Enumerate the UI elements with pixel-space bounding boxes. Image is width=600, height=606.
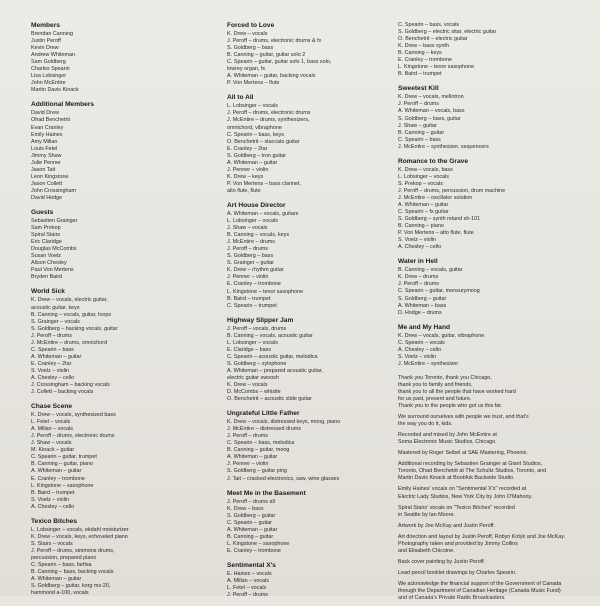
section-title: World Sick	[31, 288, 65, 296]
notes-paragraph	[398, 414, 583, 428]
notes-paragraph	[398, 581, 583, 602]
section-title: Forced to Love	[227, 22, 275, 29]
credit-line: S. Goldberg – bass	[227, 253, 274, 260]
credit-line: Jason Collett	[31, 180, 63, 187]
section-title: Members	[31, 22, 60, 29]
credit-line: A. Whiteman – guitar, backing vocals	[227, 73, 316, 80]
notes-paragraph	[398, 559, 583, 566]
credit-line: A. Whiteman – guitar	[31, 353, 82, 360]
credit-line: C. Spearin – guitar, guitar solo 1, bass solo,	[227, 59, 332, 66]
credit-line: C. Spearin – guitar, trumpet	[31, 454, 97, 461]
credit-line: C. Spearin – bass	[31, 346, 74, 353]
column-3	[398, 22, 583, 606]
credit-line: O. Benchetrit – electric guitar	[398, 36, 468, 43]
credit-line: K. Drew – bass	[227, 505, 264, 512]
credit-line: K. Drew – vocals, guitar, vibraphone	[398, 332, 485, 339]
section-title: Meet Me in the Basement	[227, 489, 306, 497]
credit-line: Charles Spearin	[31, 66, 70, 73]
credit-line: E. Claridge – bass	[227, 346, 272, 353]
notes-line: and Elisabeth Chicoine.	[398, 547, 455, 554]
credit-line: Bryden Baird	[31, 274, 63, 281]
credit-line: J. Peroff – drums, electronic drums	[31, 433, 115, 440]
credit-line: Sam Prekop	[31, 225, 61, 232]
notes-line: Thank you Toronto, thank you Chicago,	[398, 374, 492, 381]
credit-line: J. Penner – violin	[227, 274, 269, 281]
notes-paragraph	[398, 505, 583, 519]
credit-line: K. Drew – vocals, electric guitar,	[31, 297, 108, 304]
credit-line: E. Haines – vocals	[227, 570, 272, 577]
credit-line: Spiral Stairs	[31, 232, 61, 239]
notes-line: Recorded and mixed by John McEntire at	[398, 432, 497, 439]
section-title: Art House Director	[227, 201, 286, 209]
credit-line: A. Whiteman – guitar	[31, 576, 82, 583]
credit-line: B. Canning – bass, backing vocals	[31, 569, 114, 576]
credit-line: K. Drew – rhythm guitar	[227, 267, 284, 274]
credit-line: B. Canning – piano	[398, 223, 444, 230]
credit-line: David Drew	[31, 110, 59, 117]
section-title: Me and My Hand	[398, 323, 451, 331]
credit-line: A. Millan – vocals	[31, 426, 73, 433]
track-section	[398, 324, 583, 368]
track-section	[398, 158, 583, 252]
credit-line: John Crossingham	[31, 187, 76, 194]
column-1	[31, 22, 196, 604]
credit-line: J. McEntire – synthesizer, sequencers	[398, 143, 489, 150]
notes-line: Electric Lady Studios, New York City by John O'Mahony.	[398, 493, 533, 500]
credit-line: C. Spearin – guitar, mensurymoog	[398, 288, 480, 295]
credit-line: D. McCombs – whistle	[227, 389, 281, 396]
notes-line: in Seattle by Ian Moore.	[398, 511, 455, 518]
credit-line: S. Goldberg – backing vocals, guitar	[31, 325, 118, 332]
credit-line: B. Canning – guitar	[227, 533, 274, 540]
credit-line: Brendan Canning	[31, 31, 73, 37]
credit-line: Jimmy Shaw	[31, 152, 62, 159]
credit-line: S. Grainger – guitar	[227, 260, 275, 267]
credit-line: Susan Voelz	[31, 253, 61, 260]
credit-line: L. Lobsinger – vocals	[227, 339, 278, 346]
credit-line: A. Whiteman – guitar	[398, 201, 449, 208]
track-section	[31, 288, 196, 396]
credit-line: S. Voelz – violin	[398, 353, 437, 360]
notes-paragraph	[398, 432, 583, 446]
section-title: Additional Members	[31, 101, 95, 109]
credit-line: J. Peroff – drums	[227, 433, 268, 440]
credit-line: K. Drew – drums	[398, 274, 439, 281]
credit-line: A. Whiteman – vocals, guitars	[227, 210, 299, 217]
credit-line: J. McEntire – distressed drums	[227, 426, 301, 433]
credit-line: B. Baird – trumpet	[227, 295, 271, 302]
credit-line: Douglas McCombs	[31, 246, 77, 253]
credit-line: K. Drew – vocals, keys, echoveled piano	[31, 533, 128, 540]
credit-line: S. Goldberg – guitar ping	[227, 468, 287, 475]
credit-line: A. Whiteman – prepared acoustic guitar,	[227, 367, 323, 374]
credit-line: K. Drew – vocals	[227, 31, 268, 37]
credit-line: S. Goldberg – electric sitar, electric guitar	[398, 29, 497, 36]
credit-line: B. Canning – vocals, guitar	[398, 267, 463, 274]
credit-line: A. Whiteman – guitar	[227, 454, 278, 461]
credit-line: P. Von Mertens – bass clarinet,	[227, 180, 301, 187]
credit-line: S. Goldberg – guitar	[398, 295, 447, 302]
credit-line: Andrew Whiteman	[31, 52, 76, 59]
credit-line: E. Cranley – 2tar	[31, 360, 72, 367]
notes-line: and of Canada's Private Radio Broadcasters.	[398, 595, 506, 602]
credit-line: Eric Claridge	[31, 239, 62, 246]
credit-line: A. Chesley – cello	[398, 244, 442, 251]
credit-line: J. Peroff – drums	[227, 592, 268, 599]
track-section	[227, 410, 377, 482]
credit-line: S. Voelz – violin	[31, 367, 70, 374]
credit-line: J. Tait – cracked electronics, saw, wine glasses	[227, 475, 340, 482]
credit-line: Justin Peroff	[31, 38, 61, 45]
credit-line: C. Spearin – guitar	[227, 519, 272, 526]
credit-line: L. Kingstone – tenor saxophone	[398, 64, 475, 71]
credit-line: Sam Goldberg	[31, 59, 66, 66]
credit-line: omnichord, vibraphone	[227, 124, 282, 131]
track-section	[31, 209, 196, 281]
credit-line: A. Millan – vocals	[227, 578, 269, 584]
credit-line: B. Canning – keys	[398, 50, 442, 57]
track-section	[227, 562, 377, 599]
credit-line: A. Whiteman – guitar	[227, 526, 278, 533]
credit-line: J. McEntire – oscillator solution	[398, 194, 473, 201]
credit-line: P. Von Mertens – flute	[227, 80, 280, 87]
track-section	[227, 202, 377, 310]
notes-line: thank you to family and friends,	[398, 381, 473, 388]
credit-line: Paul Von Mertens	[31, 267, 74, 274]
credit-line: B. Canning – vocals, guitar, loops	[31, 311, 112, 318]
credit-line: A. Whiteman – guitar	[31, 468, 82, 475]
notes-line: Art direction and layout by Justin Peroff, Robyn Kotyk and Joe McKay.	[398, 533, 565, 540]
credit-line: L. Kingstone – tenor saxophone	[227, 288, 304, 295]
section-title: All to All	[227, 94, 254, 102]
credit-line: Louis Fetel	[31, 145, 58, 152]
track-section	[398, 22, 583, 78]
credit-line: C. Spearin – bass, farfisa	[31, 562, 92, 568]
credit-line: S. Goldberg – bass, guitar	[398, 115, 461, 122]
credit-line: S. Prekop – vocals	[398, 180, 443, 187]
credit-line: J. Collett – backing vocals	[31, 389, 94, 396]
credit-line: L. Fetel – vocals	[227, 585, 267, 592]
track-section	[31, 518, 196, 597]
credit-line: alto flute, flute	[227, 187, 261, 194]
notes-line: Thank you to the people who got us this far.	[398, 403, 503, 410]
credit-line: Lisa Lobsinger	[31, 73, 67, 80]
credit-line: S. Goldberg – guitar, korg ms-20,	[31, 583, 111, 590]
credit-line: B. Canning – guitar, piano	[31, 461, 94, 468]
notes-line: Artwork by Joe McKay and Justin Peroff.	[398, 522, 495, 529]
credit-line: J. Penner – violin	[227, 461, 269, 468]
notes-line: We acknowledge the financial support of the Government of Canada	[398, 580, 562, 587]
credit-line: acoustic guitar, keys	[31, 304, 80, 311]
credit-line: S. Goldberg – guitar	[227, 512, 276, 519]
credit-line: S. Goldberg – bass	[227, 45, 274, 52]
section-title: Guests	[31, 209, 54, 217]
track-section	[31, 101, 196, 202]
credit-line: D. Hodge – drums	[398, 309, 442, 316]
notes-paragraph	[398, 450, 583, 457]
credit-line: C. Spearin – bass, melodica	[227, 440, 295, 447]
credit-line: K. Drew – vocals, synthesized bass	[31, 412, 116, 419]
credit-line: A. Chesley – cello	[31, 374, 75, 381]
notes-paragraph	[398, 570, 583, 577]
credit-line: B. Canning – guitar	[398, 129, 445, 136]
credit-line: L. Kingstone – saxophone	[227, 540, 290, 547]
credit-line: percussion, prepared piano	[31, 554, 97, 561]
credit-line: J. Peroff – drums	[227, 246, 268, 253]
credit-line: A. Chesley – cello	[398, 346, 442, 353]
credit-line: L. Lobsinger – vocals, ekdahl moisturizer	[31, 526, 129, 533]
notes-paragraph	[398, 534, 583, 555]
credit-line: C. Spearin – fx guitar	[398, 209, 449, 216]
credit-line: J. Peroff – vocals, drums	[227, 325, 287, 332]
notes-line: Soma Electronic Music Studios, Chicago.	[398, 439, 497, 446]
credit-line: A. Whiteman – bass	[398, 302, 447, 309]
notes-line: the way you do it, kids.	[398, 421, 453, 428]
credit-line: C. Spearin – trumpet	[227, 302, 277, 309]
credit-line: John McEntire	[31, 80, 66, 87]
section-title: Chase Scene	[31, 403, 73, 411]
notes-line: Back cover painting by Justin Peroff.	[398, 558, 486, 565]
track-section	[227, 94, 377, 195]
section-title: Sweetest Kill	[398, 85, 439, 93]
notes-line: for us past, present and future.	[398, 396, 472, 403]
credit-line: S. Goldberg – synth reland sh-101	[398, 216, 481, 223]
notes-line: Photography taken and provided by Jimmy Collins	[398, 540, 518, 547]
credit-line: S. Grainger – vocals	[31, 318, 80, 325]
credit-line: Martin Davis Kinack	[31, 87, 79, 94]
credit-line: electric guitar swoosh	[227, 374, 279, 381]
section-title: Ungrateful Little Father	[227, 410, 300, 418]
credit-line: M. Kinack – guitar	[31, 447, 75, 454]
credit-line: J. Penner – violin	[227, 166, 269, 173]
section-title: Highway Slipper Jam	[227, 316, 294, 324]
track-section	[31, 403, 196, 511]
credit-line: J. Peroff – drums	[31, 332, 72, 339]
credit-line: J. McEntire – synthesizer	[398, 360, 459, 367]
notes-line: Additional recording by Sebastien Grainger at Giant Studios,	[398, 461, 543, 468]
credit-line: Amy Millan	[31, 138, 58, 145]
credit-line: David Hodge	[31, 194, 63, 201]
credit-line: Evan Cranley	[31, 124, 64, 131]
credit-line: B. Baird – trumpet	[398, 71, 442, 78]
credit-line: Ohad Benchetrit	[31, 117, 70, 124]
credit-line: hammond a-100, vocals	[31, 590, 89, 597]
credit-line: C. Spearin – bass, keys	[227, 131, 284, 138]
notes-line: Toronto, Ohad Benchetrit at The Schultz Studios, Toronto, and	[398, 468, 547, 475]
credit-line: E. Cranley – trombone	[227, 281, 281, 288]
section-title: Texico Bitches	[31, 517, 78, 525]
track-section	[227, 22, 377, 87]
track-section	[227, 317, 377, 404]
credit-line: E. Cranley – trombone	[398, 57, 452, 64]
notes-line: Emily Haines' vocals on "Sentimental X's" recorded at	[398, 486, 527, 493]
credit-line: C. Spearin – bass	[398, 136, 441, 143]
track-section	[31, 22, 196, 94]
section-title: Sentimental X's	[227, 561, 276, 569]
credit-line: Alison Chesley	[31, 260, 67, 267]
credit-line: Sebastien Grainger	[31, 218, 78, 225]
credit-line: J. McEntire – drums	[227, 239, 275, 246]
notes-line: Mastered by Roger Seibel at SAE Mastering, Phoenix.	[398, 450, 528, 457]
credit-line: J. Peroff – drums	[398, 101, 439, 108]
credit-line: C. Spearin – acoustic guitar, melodica	[227, 353, 318, 360]
credit-line: K. Drew – vocals	[227, 382, 268, 389]
credit-line: J. Peroff – drums	[398, 281, 439, 288]
credit-line: K. Drew – vocals, distressed keys, moog, piano	[227, 419, 341, 426]
credit-line: A. Whiteman – vocals, bass	[398, 108, 465, 115]
credit-line: K. Drew – vocals, bass	[398, 166, 453, 173]
credit-line: L. Lobsinger – vocals	[227, 103, 278, 110]
credit-line: S. Voelz – violin	[31, 496, 70, 503]
credit-line: S. Stairs – vocals	[31, 540, 73, 547]
credit-line: Julie Penner	[31, 159, 61, 166]
notes-paragraph	[398, 486, 583, 500]
credit-line: J. Peroff – drums, percussion, drum machine	[398, 187, 506, 194]
notes-line: Martin Davis Kinack at Boobfuk Backside Studio.	[398, 475, 515, 482]
credit-line: J. Crossingham – backing vocals	[31, 382, 110, 389]
notes-line: Lead pencil booklet drawings by Charles Spearin.	[398, 569, 517, 576]
credit-line: B. Canning – guitar, moog	[227, 447, 290, 454]
credit-line: J. Peroff – drums all	[227, 498, 275, 505]
notes-line: Spiral Stairs' vocals on "Texico Bitches" recorded	[398, 504, 515, 511]
credit-line: A. Whiteman – guitar	[227, 159, 278, 166]
credit-line: B. Baird – trumpet	[31, 489, 75, 496]
credit-line: J. Peroff – drums, simmons drums,	[31, 547, 115, 554]
credit-line: E. Cranley – trombone	[227, 547, 281, 554]
credit-line: K. Drew – keys	[227, 173, 264, 180]
credit-line: Kevin Drew	[31, 45, 59, 52]
credit-line: O. Benchetrit – acoustic slide guitar	[227, 396, 312, 403]
credit-line: S. Goldberg – xylophone	[227, 360, 287, 367]
credit-line: O. Benchetrit – staccato guitar	[227, 138, 300, 145]
credit-line: Leon Kingstone	[31, 173, 69, 180]
credit-line: J. Peroff – drums, electronic drums & fx	[227, 38, 322, 45]
credit-line: A. Chesley – cello	[31, 503, 75, 510]
credit-line: B. Canning – vocals, acoustic guitar	[227, 332, 313, 339]
track-section	[398, 85, 583, 150]
credit-line: S. Goldberg – tron guitar	[227, 152, 287, 159]
credit-line: J. Shaw – vocals	[31, 440, 72, 447]
credit-line: lowrey organ, fx	[227, 66, 266, 73]
notes-line: thank you to all the people that have worked hard	[398, 388, 516, 395]
credit-line: S. Voelz – violin	[398, 237, 437, 244]
column-2	[227, 22, 377, 606]
credit-line: E. Cranley – 2tar	[227, 145, 268, 152]
track-section	[398, 258, 583, 316]
section-title: Romance to the Grave	[398, 157, 468, 165]
track-section	[227, 490, 377, 555]
notes-line: We surround ourselves with people we trust, and that's	[398, 414, 529, 421]
section-title: Water in Hell	[398, 258, 438, 266]
credit-line: Jason Tait	[31, 166, 56, 173]
credit-line: J. McEntire – drums, omnichord	[31, 339, 108, 346]
credit-line: L. Lobsinger – vocals	[398, 173, 449, 180]
notes-paragraph	[398, 375, 583, 410]
credit-line: J. McEntire – drums, synthesizers,	[227, 117, 310, 124]
credit-line: P. Von Mertens – alto flute, flute	[398, 230, 474, 237]
credit-line: J. Shaw – vocals	[227, 225, 268, 232]
notes-paragraph	[398, 461, 583, 482]
credit-line: E. Cranley – trombone	[31, 475, 85, 482]
credit-line: L. Lobsinger – vocals	[227, 218, 278, 225]
credit-line: Emily Haines	[31, 131, 63, 138]
credit-line: C. Spearin – bass, vocals	[398, 22, 460, 28]
credit-line: K. Drew – bass synth	[398, 43, 449, 50]
credit-line: L. Fetel – vocals	[31, 419, 71, 426]
credit-line: C. Spearin – vocals	[398, 339, 445, 346]
notes-line: through the Department of Canadian Heritage (Canada Music Fund)	[398, 588, 561, 594]
credit-line: B. Canning – vocals, keys	[227, 232, 290, 239]
credit-line: L. Kingstone – saxophone	[31, 482, 94, 489]
notes-paragraph	[398, 523, 583, 530]
credit-line: B. Canning – guitar, guitar solo 2	[227, 52, 306, 59]
credit-line: K. Drew – vocals, mellotron	[398, 94, 464, 101]
credit-line: J. Shaw – guitar	[398, 122, 437, 129]
credit-line: J. Peroff – drums, electronic drums	[227, 110, 311, 117]
